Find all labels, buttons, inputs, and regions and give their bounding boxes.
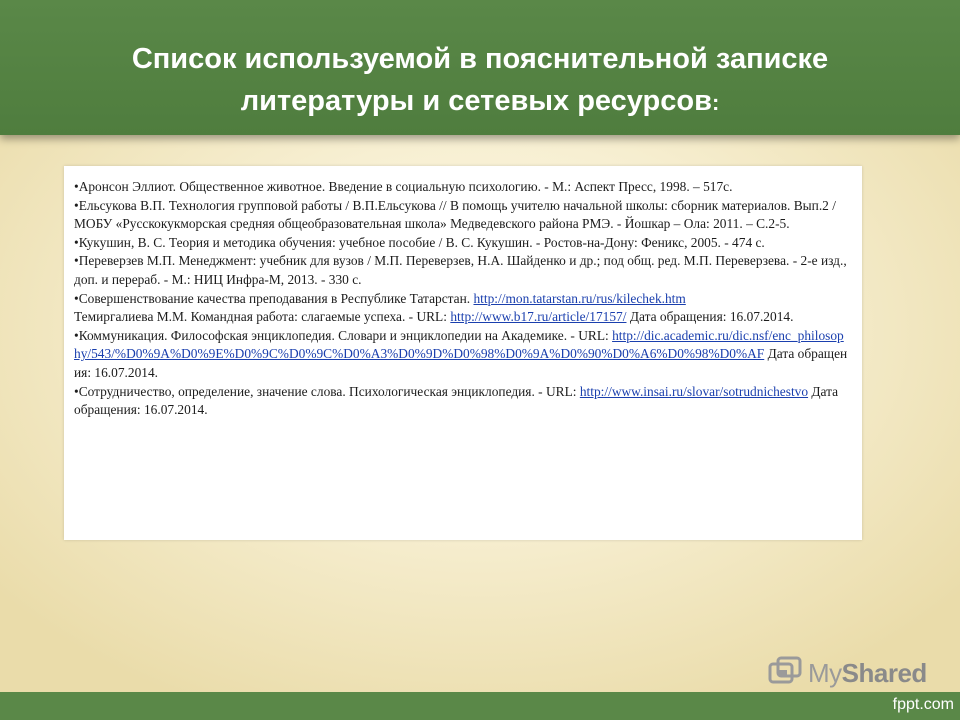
logo-my: My <box>808 658 842 688</box>
title-line-1: Список используемой в пояснительной записке <box>131 43 829 75</box>
reference-item-elsukova: •Ельсукова В.П. Технология групповой работы / В.П.Ельсукова // В помощь учителю начальной школы: сборник материалов. Вып.2 / МОБУ «Русскокукморская средняя общеобразовательная школа» Медведевского района РМЭ. - Йошкар – Ола: 2011. – С.2-5. <box>74 197 836 232</box>
access-date-b17: Дата обращения: 16.07.2014. <box>626 309 794 325</box>
reference-text-cooperation: •Сотрудничество, определение, значение слова. Психологическая энциклопедия. - URL: <box>74 383 580 399</box>
myshared-logo-text <box>808 658 927 689</box>
link-b17[interactable]: http://www.b17.ru/article/17157/ <box>450 309 627 325</box>
footer-band <box>0 692 960 720</box>
link-academic[interactable]: http://dic.academic.ru/dic.nsf/enc_philosophy/543/%D0%9A%D0%9E%D0%9C%D0%9C%D0%A3%D0%9D%D0%98%D0%9A%D0%90%D0%A6%D0%98%D0%AF <box>74 327 844 362</box>
reference-item-aronson: •Аронсон Эллиот. Общественное животное. Введение в социальную психологию. - М.: Аспект Пресс, 1998. – 517с. <box>74 179 733 194</box>
link-insai[interactable]: http://www.insai.ru/slovar/sotrudnichestvo <box>579 383 809 399</box>
reference-text-temirgalieva: Темиргалиева М.М. Командная работа: слагаемые успеха. - URL: <box>74 309 451 325</box>
references-list <box>74 178 850 420</box>
reference-item-communication <box>74 327 850 383</box>
link-tatarstan[interactable]: http://mon.tatarstan.ru/rus/kilechek.htm <box>473 290 686 306</box>
reference-item-cooperation <box>74 383 850 420</box>
reference-item-kukushin: •Кукушин, В. С. Теория и методика обучения: учебное пособие / В. С. Кукушин. - Ростов-на-Дону: Феникс, 2005. - 474 с. <box>74 234 765 250</box>
references-box <box>64 166 862 540</box>
myshared-logo-icon <box>768 656 804 690</box>
reference-item-pereverzev: •Переверзев М.П. Менеджмент: учебник для вузов / М.П. Переверзев, Н.А. Шайденко и др.; под общ. ред. М.П. Переверзева. - 2-е изд., доп. и перераб. - М.: НИЦ Инфра-М, 2013. - 330 с. <box>74 253 847 287</box>
title-colon: : <box>711 90 720 115</box>
title-line-2-text: литературы и сетевых ресурсов <box>240 85 712 117</box>
reference-item-temirgalieva <box>74 308 850 327</box>
title-line-2 <box>40 80 920 124</box>
myshared-logo <box>768 656 938 690</box>
reference-text-tatarstan: •Совершенствование качества преподавания в Республике Татарстан. <box>74 290 474 306</box>
slide-title <box>40 38 920 124</box>
logo-shared: Shared <box>841 658 927 688</box>
reference-text-communication: •Коммуникация. Философская энциклопедия. Словари и энциклопедии на Академике. - URL: <box>74 327 613 343</box>
access-date-insai: Дата обращения: 16.07.2014. <box>74 383 839 418</box>
fppt-watermark: fppt.com <box>892 696 954 713</box>
access-date-academic: Дата обращения: 16.07.2014. <box>74 346 848 380</box>
title-banner <box>0 0 960 135</box>
reference-item-tatarstan <box>74 290 850 309</box>
